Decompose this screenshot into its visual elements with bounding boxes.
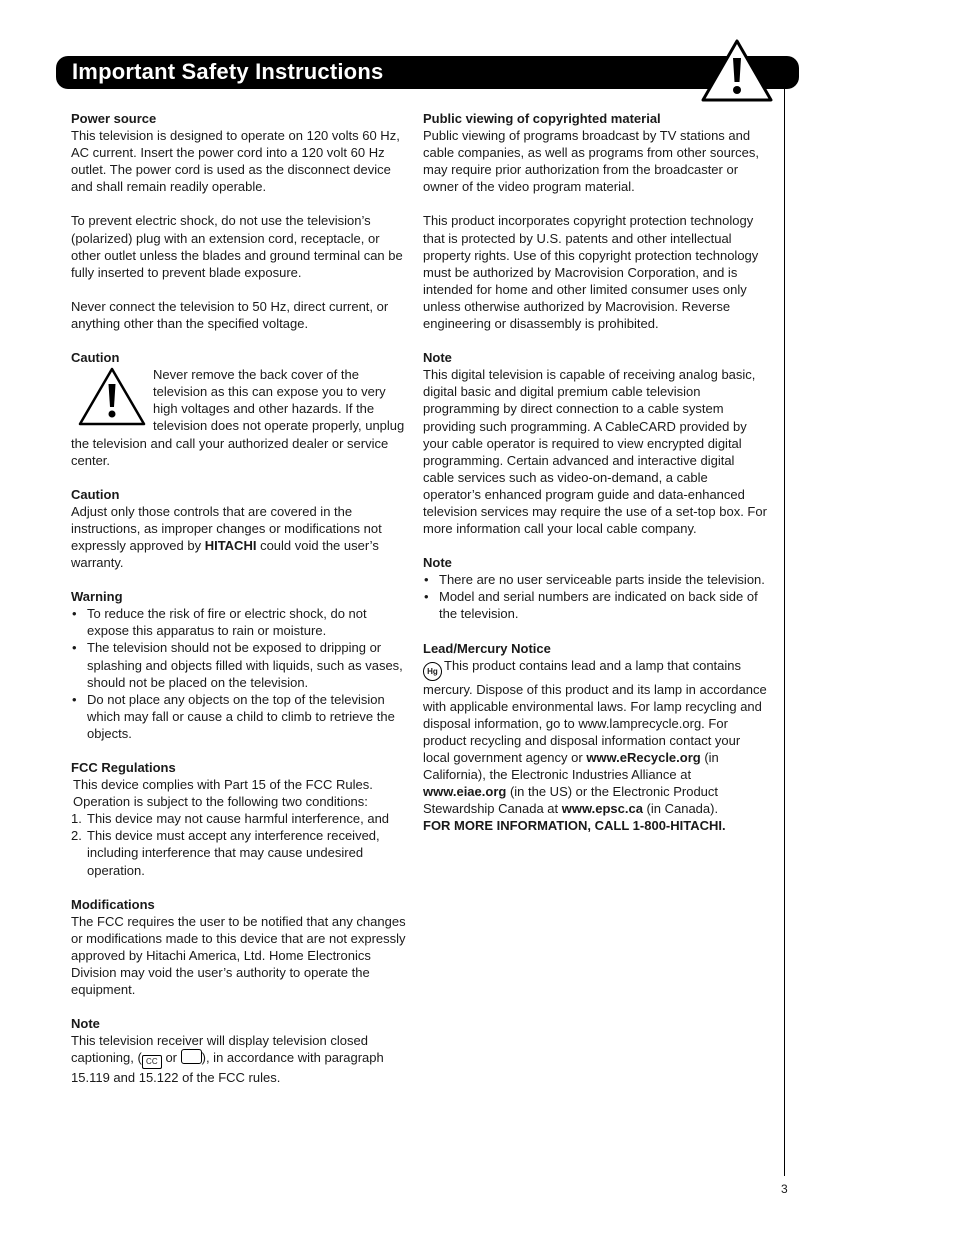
fcc-conditions-list xyxy=(71,810,411,878)
speech-bubble-icon xyxy=(181,1049,202,1064)
note-text-start: This television receiver will display television closed captioning, ( xyxy=(71,1033,368,1066)
note-heading: Note xyxy=(423,555,452,571)
caution-text-2 xyxy=(71,503,411,571)
page-title: Important Safety Instructions xyxy=(72,59,384,84)
erecycle-link[interactable]: www.eRecycle.org xyxy=(586,750,701,765)
fcc-condition-number: 1. xyxy=(71,811,82,827)
warning-heading: Warning xyxy=(71,589,123,605)
note-or: or xyxy=(161,1050,181,1066)
modifications-heading: Modifications xyxy=(71,896,155,912)
service-note-item: • There are no user serviceable parts inside the television. xyxy=(423,571,768,588)
service-note-list xyxy=(423,571,768,622)
page-number: 3 xyxy=(781,1182,788,1196)
mercury-hg-icon: Hg xyxy=(423,662,442,681)
caution-heading-2: Caution xyxy=(71,486,120,502)
eiae-link[interactable]: www.eiae.org xyxy=(423,784,507,800)
public-viewing-text-2: This product incorporates copyright protection technology that is protected by U.S. patents and other intellectual property rights. Use of this copyright protection technology must be authorized by Macrovision Corporation, and is intended for home and other limited consumer uses only unless otherwise authorized by Macrovision. Reverse engineering or disassembly is prohibited. xyxy=(423,213,759,332)
note-heading: Note xyxy=(71,1016,100,1032)
fcc-condition-text: This device must accept any interference received, including interference that may cause undesired operation. xyxy=(87,828,380,878)
power-source-text-3: Never connect the television to 50 Hz, direct current, or anything other than the specified voltage. xyxy=(71,298,389,331)
caution-text-1: Never remove the back cover of the television as this can expose you to very high voltages and other hazards. If the television does not operate properly, unplug the television and call your authorized dealer or service center. xyxy=(71,367,405,468)
column-rule xyxy=(784,88,785,1176)
caution-heading-1: Caution xyxy=(71,350,120,366)
caution-text-2-part: Adjust only those controls that are covered in the instructions, as improper changes or modifications not expressly approved by xyxy=(71,503,382,553)
fcc-condition-number: 2. xyxy=(71,828,82,844)
warning-item: • Do not place any objects on the top of the television which may fall or cause a child to climb to retrieve the objects. xyxy=(71,691,411,742)
brand-name: HITACHI xyxy=(204,537,257,553)
modifications-text: The FCC requires the user to be notified that any changes or modifications made to this device that are not expressly approved by Hitachi America, Ltd. Home Electronics Division may void the user’s authority to operate the equipment. xyxy=(71,913,406,998)
lead-text-1: This product contains lead and a lamp that contains mercury. Dispose of this product and its lamp in accordance with applicable environmental laws. For lamp recycling and disposal information, go to www.lamprecycle.org. For product recycling and disposal information contact your local government agency or xyxy=(423,657,767,765)
epsc-link[interactable]: www.epsc.ca xyxy=(561,801,643,817)
fcc-condition xyxy=(71,827,411,878)
fcc-condition xyxy=(71,810,411,827)
hitachi-callout: FOR MORE INFORMATION, CALL 1-800-HITACHI. xyxy=(423,818,726,834)
caution-text-2-end: could void the user’s warranty. xyxy=(71,537,379,571)
lead-text-3: (in the US) or the Electronic Product Stewardship Canada at xyxy=(423,784,719,817)
caution-triangle-icon xyxy=(77,366,147,428)
closed-caption-note xyxy=(71,1032,411,1086)
service-note-item: • Model and serial numbers are indicated on back side of the television. xyxy=(423,588,768,622)
lead-text-2: (in California), the Electronic Industries Alliance at xyxy=(423,750,719,783)
warning-item: • The television should not be exposed to dripping or splashing and objects filled with liquids, such as vases, should not be placed on the television. xyxy=(71,639,411,690)
cable-note-text: This digital television is capable of receiving analog basic, digital basic and digital premium cable television programming by direct connection to a cable system providing such programming. A CableCARD provided by your cable operator is required to view encrypted digital programming. Certain advanced and interactive digital cable services such as video-on-demand, a cable operator’s enhanced program guide and data-enhanced television services may require the use of a set-top box. For more information call your local cable company. xyxy=(423,367,767,537)
power-source-text-2: To prevent electric shock, do not use the television’s (polarized) plug with an extension cord, receptacle, or other outlet unless the blades and ground terminal can be fully inserted to prevent blade exposure. xyxy=(71,213,403,280)
lead-mercury-text xyxy=(423,657,768,818)
lead-text-4: (in Canada). xyxy=(642,801,719,817)
note-text-end: ), in accordance with paragraph 15.119 and 15.122 of the FCC rules. xyxy=(71,1050,384,1086)
warning-item: • To reduce the risk of fire or electric shock, do not expose this apparatus to rain or moisture. xyxy=(71,605,411,639)
lead-mercury-heading: Lead/Mercury Notice xyxy=(423,640,551,656)
power-source-heading: Power source xyxy=(71,111,157,126)
note-heading: Note xyxy=(423,350,452,366)
fcc-condition-text: This device may not cause harmful interference, and xyxy=(87,811,390,827)
public-viewing-heading: Public viewing of copyrighted material xyxy=(423,111,661,126)
fcc-intro: This device complies with Part 15 of the FCC Rules. Operation is subject to the following two conditions: xyxy=(73,777,373,810)
public-viewing-text-1: Public viewing of programs broadcast by TV stations and cable companies, as well as programs from other sources, may require prior authorization from the broadcaster or owner of the video program material. xyxy=(423,128,759,195)
left-column xyxy=(71,110,411,1087)
fcc-heading: FCC Regulations xyxy=(71,760,176,775)
closed-caption-icon: CC xyxy=(142,1055,162,1069)
caution-block-1 xyxy=(71,366,411,469)
power-source-text-1: This television is designed to operate on 120 volts 60 Hz, AC current. Insert the power cord into a 120 volt 60 Hz outlet. The power cord is used as the disconnect device and shall remain readily operable. xyxy=(71,128,400,195)
warning-triangle-icon xyxy=(700,38,774,104)
right-column xyxy=(423,110,768,834)
warning-list xyxy=(71,605,411,742)
